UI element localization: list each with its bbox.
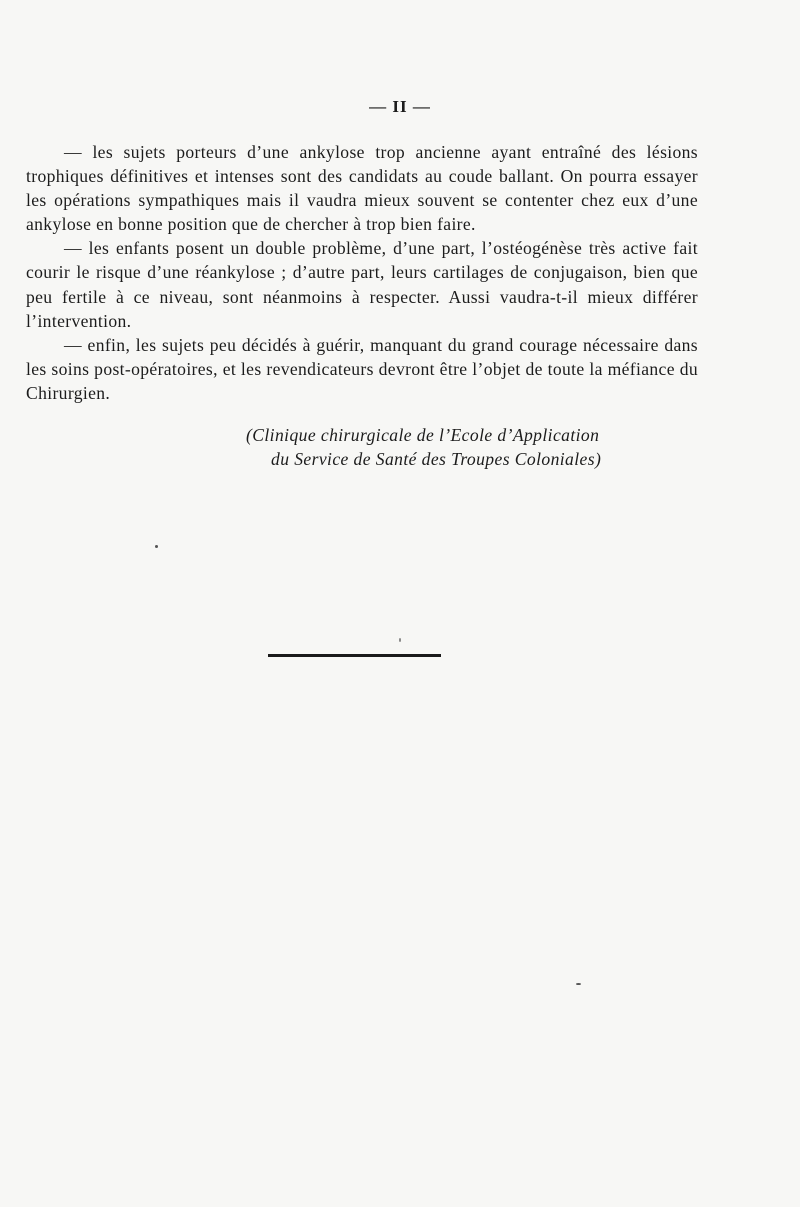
citation	[246, 423, 716, 471]
page-number: — II —	[369, 97, 431, 116]
scan-speck	[399, 638, 401, 642]
citation-line-2: du Service de Santé des Troupes Coloniales)	[271, 449, 602, 469]
section-divider	[268, 654, 441, 657]
citation-line-1: (Clinique chirurgicale de l’Ecole d’Application	[246, 425, 600, 445]
scan-speck	[576, 983, 581, 985]
scan-speck	[155, 545, 158, 548]
body-text	[26, 140, 698, 405]
paragraph-ankylose: — les sujets porteurs d’une ankylose trop ancienne ayant entraîné des lésions trophiques définitives et intenses sont des candidats au coude ballant. On pourra essayer les opérations sympathiques mais il vaudra mieux souvent se contenter chez eux d’une ankylose en bonne position que de chercher à trop bien faire.	[26, 142, 698, 235]
paragraph-sujets-peu-decides: — enfin, les sujets peu décidés à guérir, manquant du grand courage nécessaire dans les soins post-opératoires, et les revendicateurs devront être l’objet de toute la méfiance du Chirurgien.	[26, 334, 698, 403]
paragraph-enfants: — les enfants posent un double problème, d’une part, l’ostéogénèse très active fait courir le risque d’une réankylose ; d’autre part, leurs cartilages de conjugaison, bien que peu fertile à ce niveau, sont néanmoins à respecter. Aussi vaudra-t-il mieux différer l’intervention.	[26, 238, 698, 331]
